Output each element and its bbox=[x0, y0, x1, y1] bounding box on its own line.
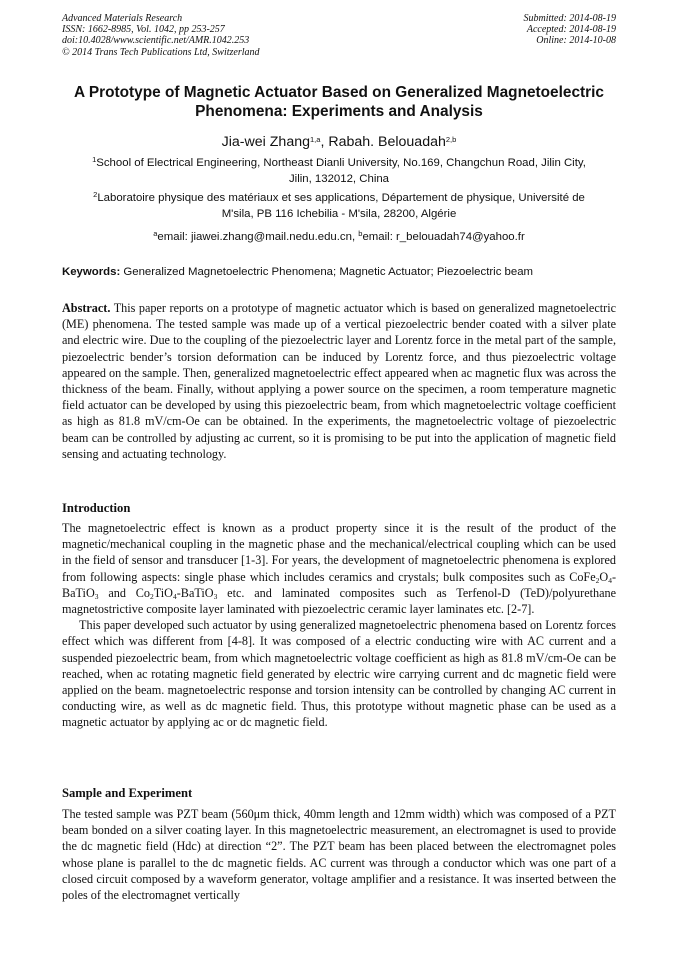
intro-p1-text: and Co bbox=[98, 585, 151, 600]
author-list bbox=[40, 133, 638, 151]
affiliation-2-line-1: Laboratoire physique des matériaux et ses applications, Département de physique, Université de bbox=[97, 192, 585, 204]
introduction-heading: Introduction bbox=[62, 501, 131, 515]
affiliation-1-line-1: School of Electrical Engineering, Northeast Dianli University, No.169, Changchun Road, Jilin City, bbox=[96, 157, 586, 169]
author-separator: , bbox=[320, 134, 329, 150]
abstract bbox=[62, 300, 616, 462]
subscript: 3 bbox=[213, 591, 218, 601]
introduction-paragraph-2: This paper developed such actuator by using generalized magnetoelectric phenomena based on Lorentz forces effect which was different from [4-8]. It was composed of a electric conducting wire with AC current and a suspended piezoelectric beam, from which magnetoelectric voltage coefficient as high as 81.8 mV/cm-Oe can be reached, when ac rotating magnetic field generated by electric wire carrying current and dc magnetic field were applied on the beam. magnetoelectric response and torsion intensity can be controlled by changing AC current in conducting wire, as well as dc magnetic field. Thus, this prototype without magnetic phase can be used as a magnetic actuator by applying ac or dc magnetic field. bbox=[62, 618, 616, 730]
author-1: Jia-wei Zhang bbox=[221, 134, 310, 150]
affiliation-2 bbox=[62, 190, 616, 222]
submitted-date: Submitted: 2014-08-19 bbox=[523, 13, 616, 24]
subscript: 3 bbox=[94, 591, 99, 601]
intro-p1-text: -BaTiO bbox=[62, 569, 616, 600]
keywords-text: Generalized Magnetoelectric Phenomena; Magnetic Actuator; Piezoelectric beam bbox=[120, 266, 534, 278]
sample-paragraph-1: The tested sample was PZT beam (560μm thick, 40mm length and 12mm width) which was composed of a PZT beam bonded on a silver coating layer. In this magnetoelectric measurement, an electromagnet is used to provide the dc magnetic field (Hdc) at direction “2”. The PZT beam has been placed between the electromagnet poles whose plane is parallel to the dc magnetic fields. AC current was through a conductor which was one part of a closed circuit composed by a waveform generator, voltage amplifier and a resistance. It was inserted between the poles of the electromagnet vertically bbox=[62, 807, 616, 903]
journal-header-left bbox=[62, 13, 260, 58]
intro-p1-text: TiO bbox=[153, 585, 173, 600]
affiliation-2-mark: 2 bbox=[93, 190, 98, 199]
subscript: 2 bbox=[595, 575, 600, 585]
subscript: 2 bbox=[150, 591, 154, 601]
sample-experiment-body bbox=[62, 806, 616, 903]
abstract-text: This paper reports on a prototype of magnetic actuator which is based on generalized magnetoelectric (ME) phenomena. The tested sample was made up of a vertical piezoelectric bender coated with a silver plate and electric wire. Due to the coupling of the piezoelectric layer and Lorentz force in the metal part of the sample, piezoelectric bender’s torsion deformation can be induced by Lorentz force, and thus piezoelectric voltage appeared on the sample. Then, generalized magnetoelectric effect appeared when ac magnetic flux was across the thickness of the beam. Finally, without applying a power source on the specimen, a room temperature magnetic field actuator can be developed by using this piezoelectric beam, from which magnetoelectric voltage coefficient as high as 81.8 mV/cm-Oe can be obtained. In the experiments, the magnetoelectric voltage of piezoelectric beam can be controlled by adjusting ac current, so it is promising to be put into the application of magnetic field sensing and actuating technology. bbox=[62, 301, 616, 461]
email-a-mark: a bbox=[153, 229, 158, 238]
affiliation-1-mark: 1 bbox=[92, 155, 97, 164]
journal-doi: doi:10.4028/www.scientific.net/AMR.1042.253 bbox=[62, 35, 250, 47]
email-b-mark: b bbox=[358, 229, 363, 238]
online-date: Online: 2014-10-08 bbox=[536, 35, 616, 47]
paper-title-line-2: Phenomena: Experiments and Analysis bbox=[195, 103, 483, 120]
journal-header-right bbox=[524, 13, 617, 47]
intro-p1-text: -BaTiO bbox=[176, 585, 214, 600]
author-1-affiliation-mark: 1,a bbox=[310, 135, 321, 144]
subscript: 4 bbox=[173, 591, 177, 601]
keywords bbox=[62, 265, 618, 279]
sample-experiment-heading: Sample and Experiment bbox=[62, 786, 193, 800]
author-emails bbox=[62, 229, 616, 245]
author-2: Rabah. Belouadah bbox=[328, 134, 446, 150]
author-2-affiliation-mark: 2,b bbox=[445, 135, 457, 144]
intro-p1-text: etc. and laminated composites such as Terfenol-D (TeD)/polyurethane magnetostrictive composite layer laminated with piezoelectric ceramic layer laminates etc. [2-7]. bbox=[62, 585, 617, 617]
email-b: email: r_belouadah74@yahoo.fr bbox=[362, 231, 525, 243]
intro-p1-text: The magnetoelectric effect is known as a product property since it is the result of the product of the magnetic/mechanical coupling in the magnetic phase and the mechanical/electrical coupling which can be used in the field of sensor and transducer [1-3]. For years, the development of magnetoelectric phenomena is explored from following aspects: single phase which includes ceramics and crystals; bulk composites such as CoFe bbox=[62, 521, 616, 584]
affiliation-1-line-2: Jilin, 132012, China bbox=[288, 173, 390, 185]
keywords-label: Keywords: bbox=[62, 266, 121, 278]
journal-name: Advanced Materials Research bbox=[62, 13, 183, 24]
intro-p1-text: O bbox=[599, 569, 609, 584]
introduction-body bbox=[62, 520, 616, 731]
introduction-paragraph-1 bbox=[62, 520, 616, 617]
journal-issn: ISSN: 1662-8985, Vol. 1042, pp 253-257 bbox=[62, 24, 225, 36]
accepted-date: Accepted: 2014-08-19 bbox=[526, 24, 616, 36]
journal-copyright: © 2014 Trans Tech Publications Ltd, Switzerland bbox=[62, 46, 260, 58]
affiliation-1 bbox=[62, 155, 616, 187]
paper-title-line-1: A Prototype of Magnetic Actuator Based on Generalized Magnetoelectric bbox=[74, 84, 604, 101]
email-a: email: jiawei.zhang@mail.nedu.edu.cn, bbox=[157, 231, 359, 243]
affiliation-2-line-2: M'sila, PB 116 Ichebilia - M'sila, 28200, Algérie bbox=[221, 208, 457, 220]
abstract-label: Abstract. bbox=[62, 301, 111, 315]
paper-title bbox=[40, 83, 638, 121]
subscript: 4 bbox=[608, 575, 612, 585]
